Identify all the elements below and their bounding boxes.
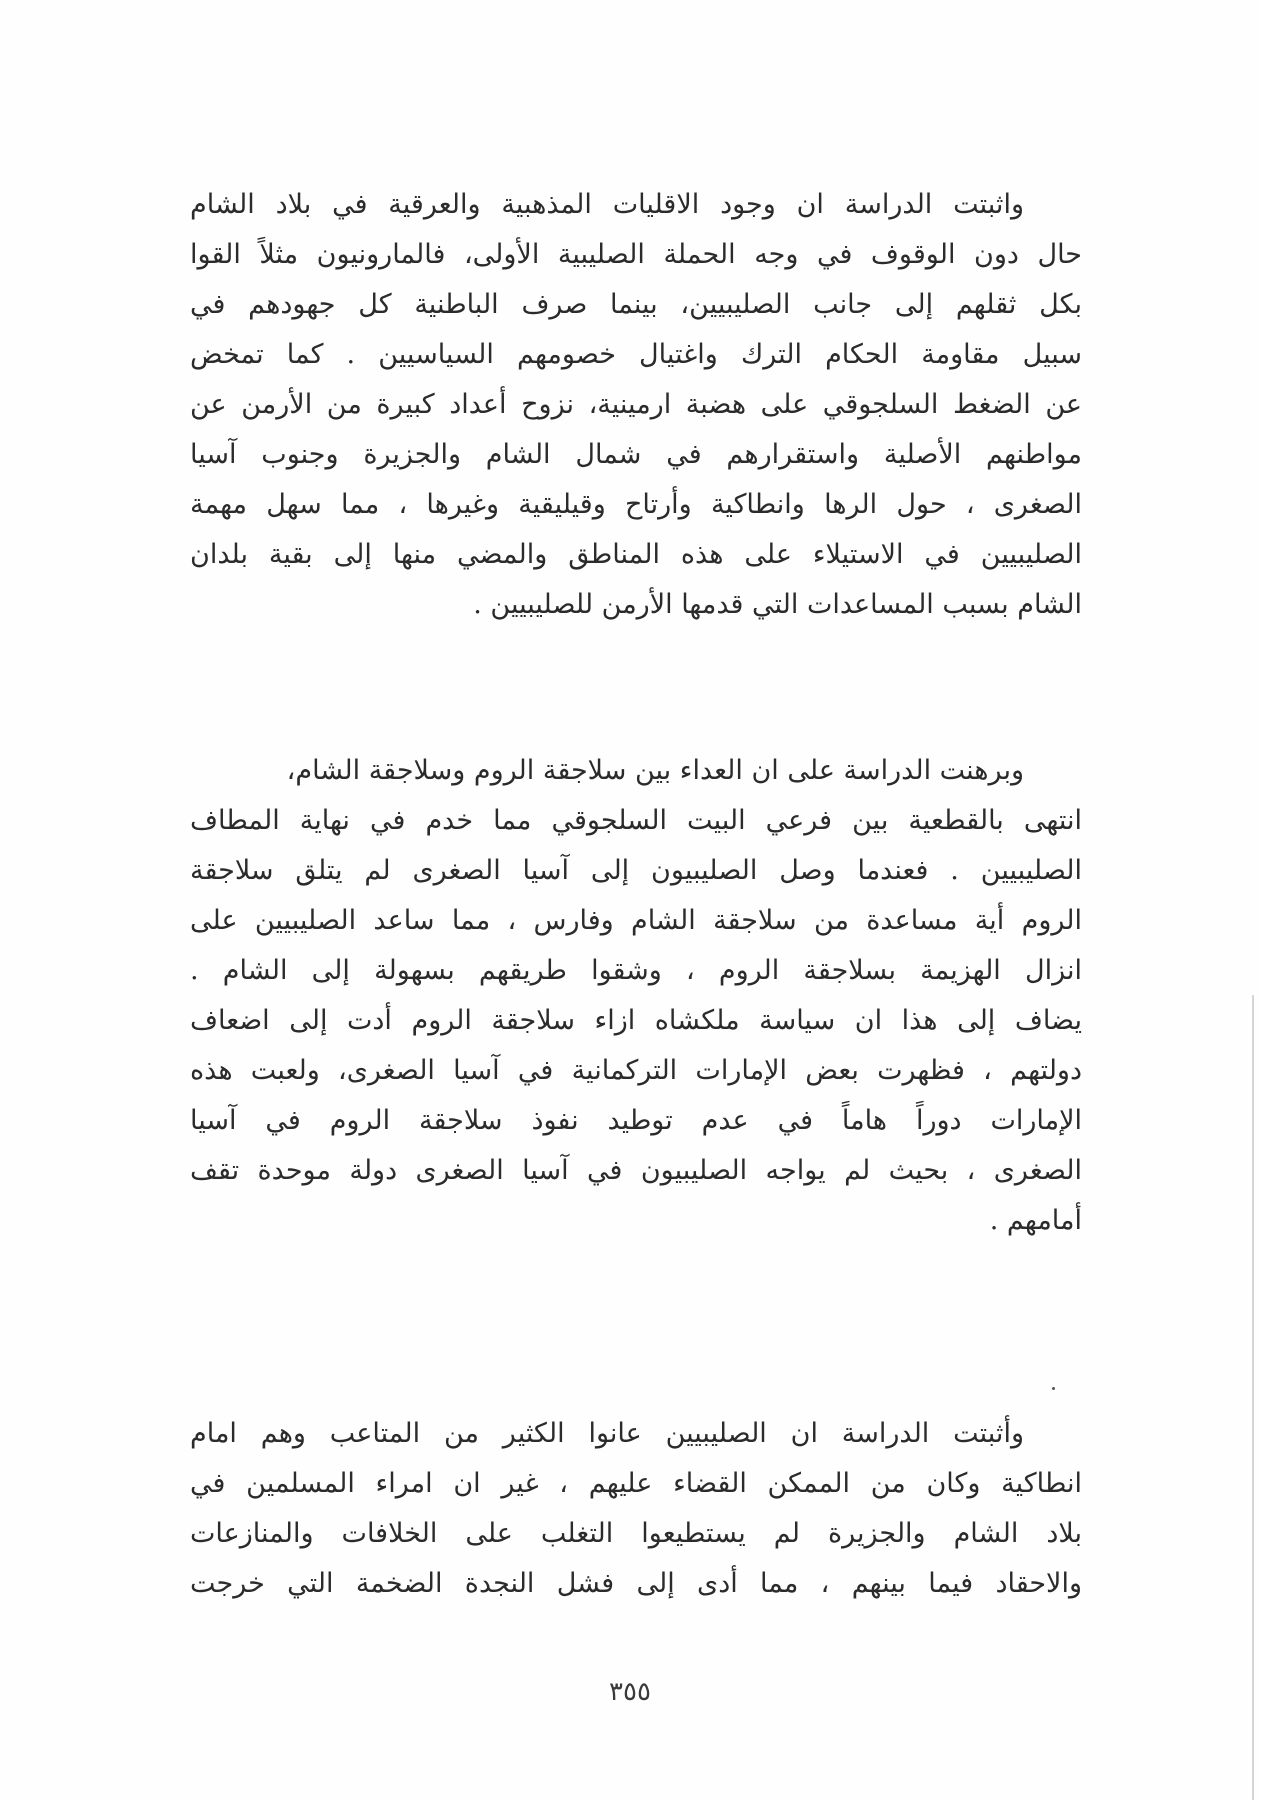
text-line: الصليبيين . فعندما وصل الصليبيون إلى آسيا الصغرى لم يتلق سلاجقة [190, 855, 1082, 886]
scan-edge-line [1252, 995, 1254, 1800]
scan-speck [1052, 1387, 1055, 1390]
paragraph-antioch [190, 1409, 1082, 1609]
text-line: وبرهنت الدراسة على ان العداء بين سلاجقة الروم وسلاجقة الشام، [286, 755, 1024, 786]
page-number: ٣٥٥ [609, 1677, 651, 1707]
text-line: يضاف إلى هذا ان سياسة ملكشاه ازاء سلاجقة الروم أدت إلى اضعاف [190, 1005, 1082, 1036]
text-line: والاحقاد فيما بينهم ، مما أدى إلى فشل النجدة الضخمة التي خرجت [190, 1568, 1082, 1599]
text-line: انتهى بالقطعية بين فرعي البيت السلجوقي مما خدم في نهاية المطاف [190, 805, 1082, 836]
text-line: عن الضغط السلجوقي على هضبة ارمينية، نزوح أعداد كبيرة من الأرمن عن [190, 389, 1082, 420]
text-line: حال دون الوقوف في وجه الحملة الصليبية الأولى، فالمارونيون مثلاً القوا [190, 239, 1082, 270]
text-line: بلاد الشام والجزيرة لم يستطيعوا التغلب على الخلافات والمنازعات [190, 1518, 1082, 1549]
text-line: الصغرى ، حول الرها وانطاكية وأرتاح وقيليقية وغيرها ، مما سهل مهمة [190, 489, 1082, 520]
text-line: الروم أية مساعدة من سلاجقة الشام وفارس ، مما ساعد الصليبيين على [190, 905, 1082, 936]
text-line: واثبتت الدراسة ان وجود الاقليات المذهبية والعرقية في بلاد الشام [190, 189, 1024, 220]
text-line: انزال الهزيمة بسلاجقة الروم ، وشقوا طريقهم بسهولة إلى الشام . [190, 955, 1082, 986]
paragraph-minorities [190, 180, 1082, 630]
text-line: مواطنهم الأصلية واستقرارهم في شمال الشام والجزيرة وجنوب آسيا [190, 439, 1082, 470]
text-line: انطاكية وكان من الممكن القضاء عليهم ، غير ان امراء المسلمين في [190, 1468, 1082, 1499]
text-line: سبيل مقاومة الحكام الترك واغتيال خصومهم السياسيين . كما تمخض [190, 339, 1082, 370]
text-line: الصغرى ، بحيث لم يواجه الصليبيون في آسيا الصغرى دولة موحدة تقف [190, 1155, 1082, 1186]
text-line: وأثبتت الدراسة ان الصليبيين عانوا الكثير من المتاعب وهم امام [190, 1418, 1024, 1449]
paragraph-seljuk-rivalry [190, 746, 1082, 1246]
text-line: الإمارات دوراً هاماً في عدم توطيد نفوذ سلاجقة الروم في آسيا [190, 1105, 1082, 1136]
text-line: الصليبيين في الاستيلاء على هذه المناطق والمضي منها إلى بقية بلدان [190, 539, 1082, 570]
text-line: بكل ثقلهم إلى جانب الصليبيين، بينما صرف الباطنية كل جهودهم في [190, 289, 1082, 320]
text-line: الشام بسبب المساعدات التي قدمها الأرمن للصليبيين . [473, 589, 1082, 620]
text-line: أمامهم . [989, 1205, 1082, 1236]
text-line: دولتهم ، فظهرت بعض الإمارات التركمانية في آسيا الصغرى، ولعبت هذه [190, 1055, 1082, 1086]
